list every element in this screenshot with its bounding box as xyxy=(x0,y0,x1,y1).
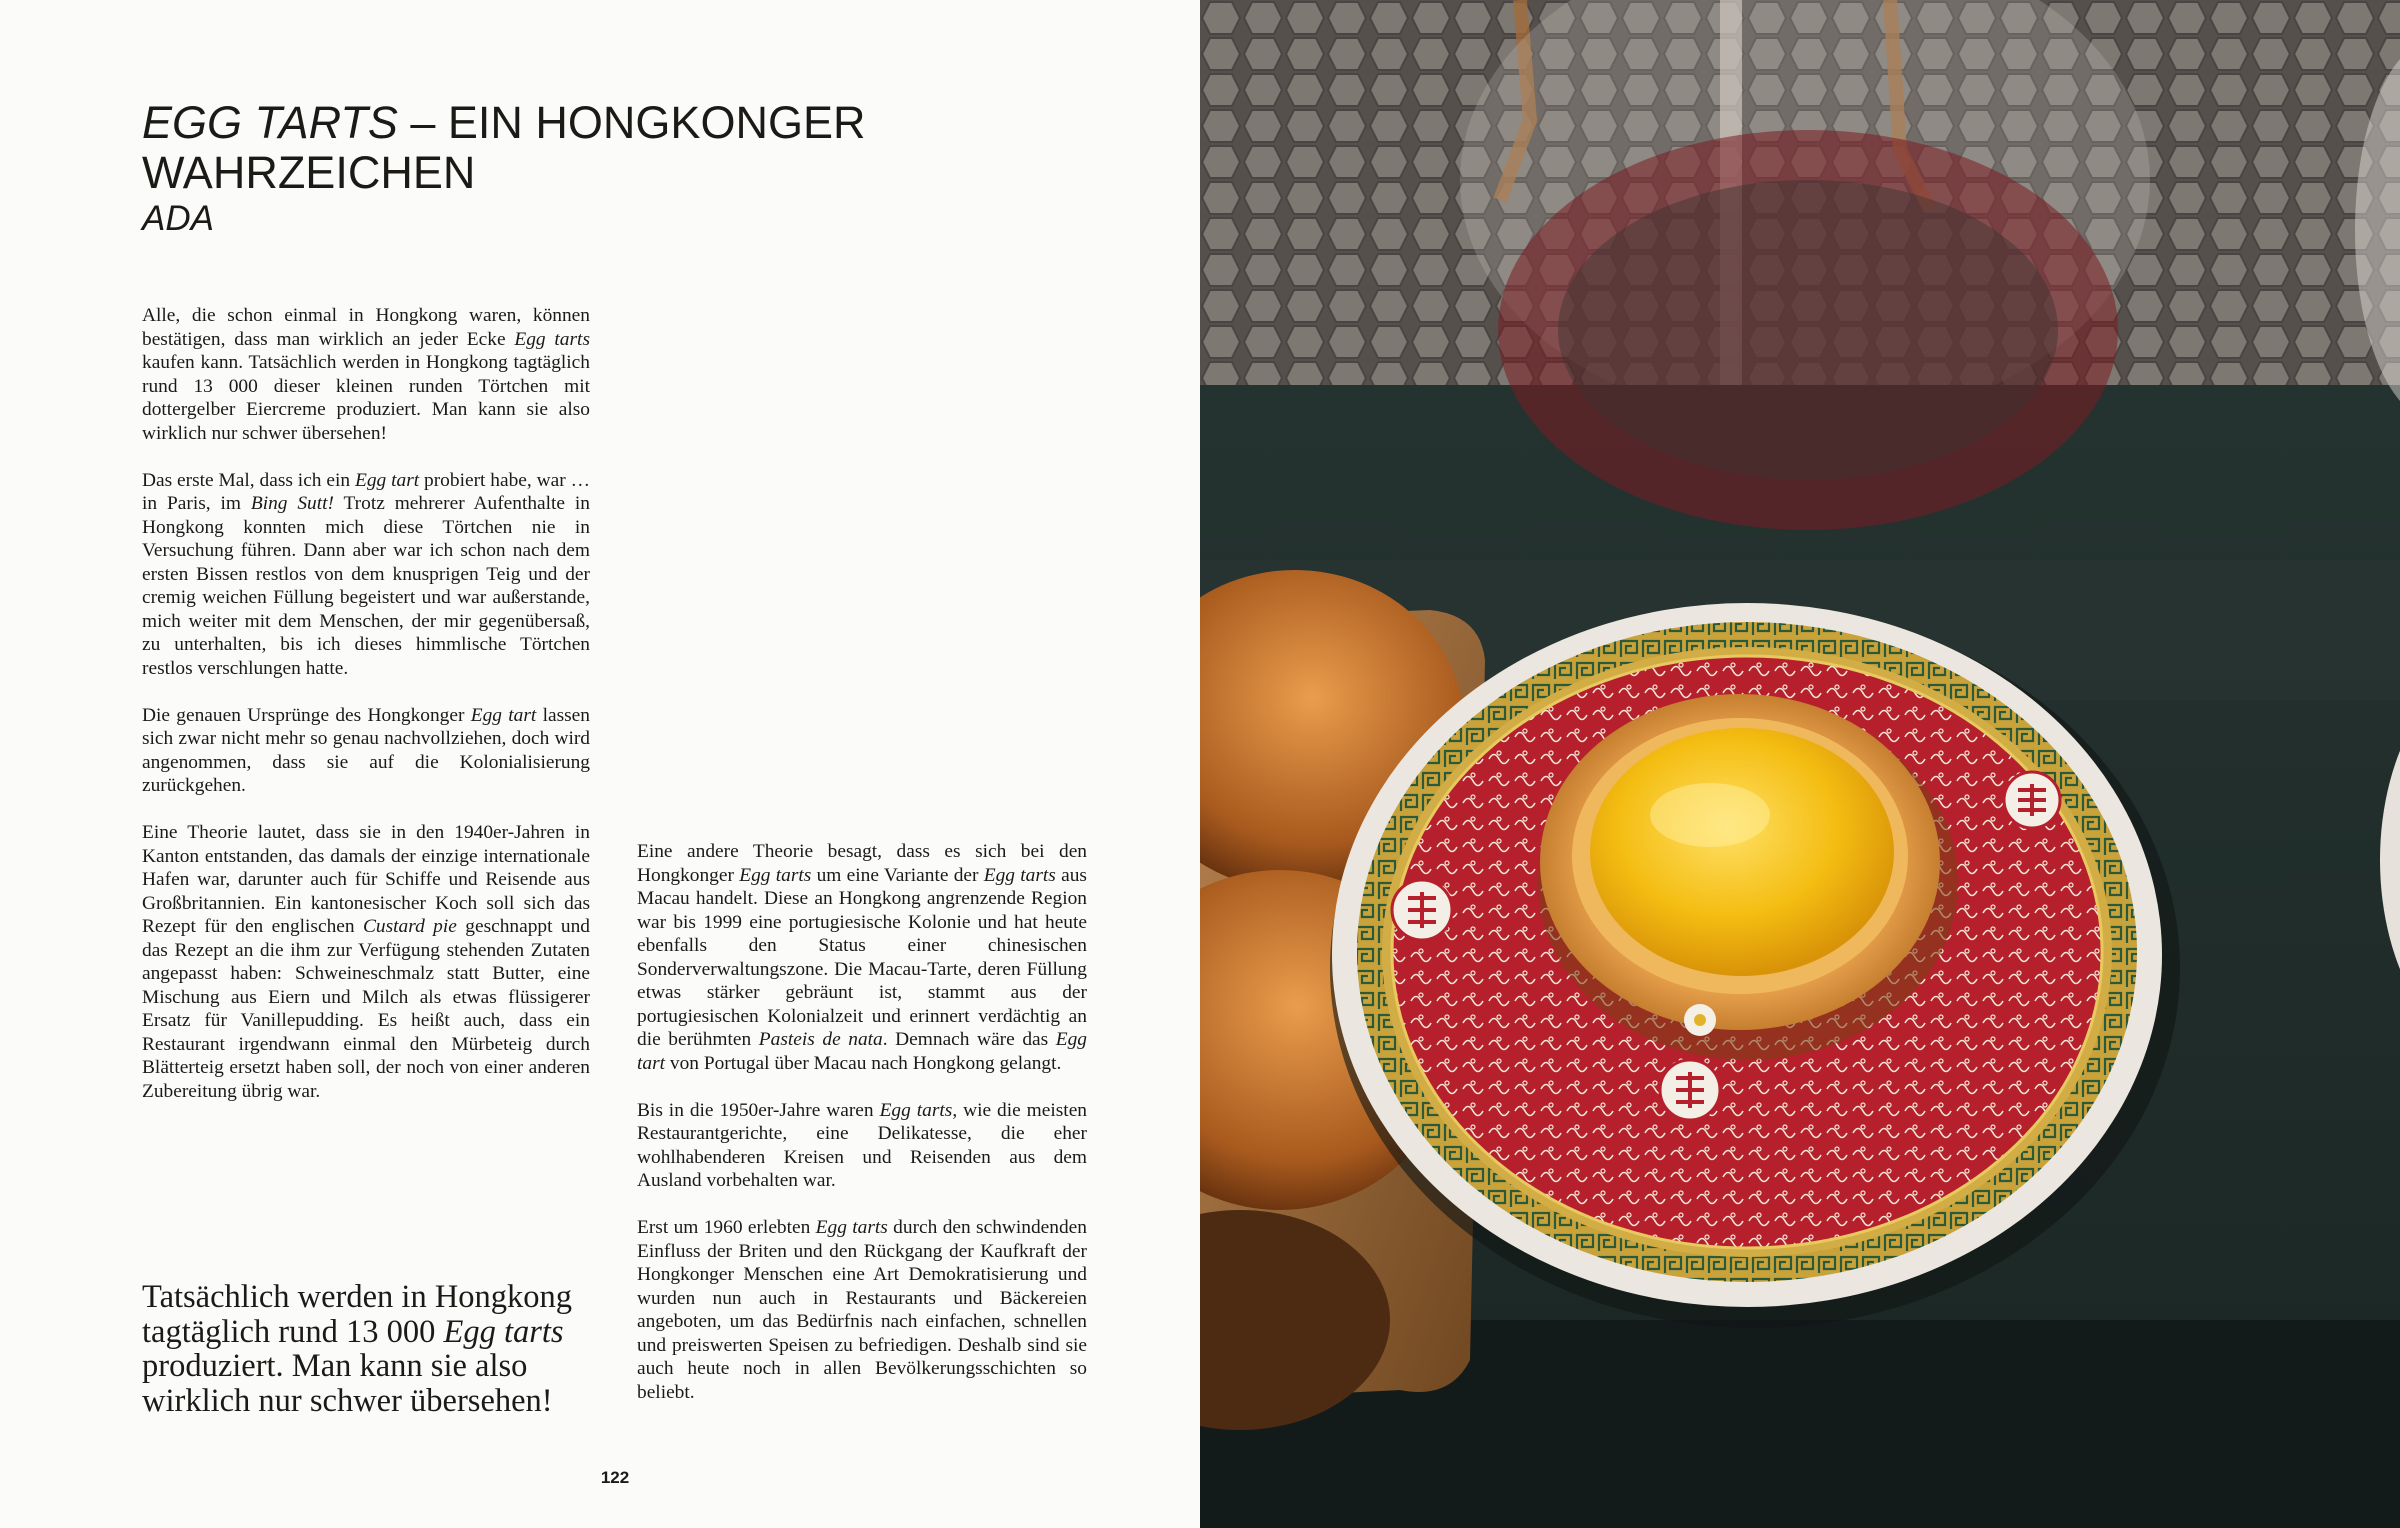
paragraph: Eine andere Theorie besagt, dass es sich bei den Hongkonger Egg tarts um eine Variante der Egg tarts aus Macau handelt. Diese an Hongkong angrenzende Region war bis 1999 eine portugiesische Kolonie und hat heute ebenfalls den Status einer chinesischen Sonderverwaltungszone. Die Macau-Tarte, deren Füllung etwas stärker gebräunt ist, stammt aus der portugiesischen Kolonialzeit und erinnert verdächtig an die berühmten Pasteis de nata. Demnach wäre das Egg tart von Portugal über Macau nach Hongkong gelangt. xyxy=(637,841,1088,1074)
author-byline: ADA xyxy=(142,199,214,238)
egg-tart-photo xyxy=(1200,0,2400,1528)
text-column-left xyxy=(142,304,590,1127)
article-title xyxy=(142,98,1042,198)
paragraph: Eine Theorie lautet, dass sie in den 1940er-Jahren in Kanton entstanden, das damals der einzige internationale Hafen war, darunter auch für Schiffe und Reisende aus Großbritannien. Ein kantonesischer Koch soll sich das Rezept für den englischen Custard pie geschnappt und das Rezept an die ihm zur Verfügung stehenden Zutaten angepasst haben: Schweineschmalz statt Butter, eine Mischung aus Eiern und Milch als etwas flüssigerer Ersatz für Vanillepudding. Es heißt auch, dass ein Restaurant irgendwann einmal den Mürbeteig durch Blätterteig ersetzt haben soll, der noch von einer anderen Zubereitung übrig war. xyxy=(142,822,590,1102)
page-number: 122 xyxy=(600,1468,630,1487)
paragraph: Erst um 1960 erlebten Egg tarts durch den schwindenden Einfluss der Briten und den Rückgang der Kaufkraft der Hongkonger Menschen eine Art Demokratisierung und wurden nun auch in Restaurants und Bäckereien angeboten, um das Bedürfnis nach einfachen, schnellen und preiswerten Speisen zu befriedigen. Deshalb sind sie auch heute noch in allen Bevölkerungsschichten so beliebt. xyxy=(637,1217,1087,1403)
egg-tart-photo-icon xyxy=(1200,0,2400,1528)
paragraph: Alle, die schon einmal in Hongkong waren, können bestätigen, dass man wirklich an jeder Ecke Egg tarts kaufen kann. Tatsächlich werden in Hongkong tagtäglich rund 13 000 dieser kleinen runden Törtchen mit dottergelber Eiercreme produziert. Man kann sie also wirklich nur schwer übersehen! xyxy=(142,305,590,444)
paragraph: Die genauen Ursprünge des Hongkonger Egg tart lassen sich zwar nicht mehr so genau nachvollziehen, doch wird angenommen, dass sie auf die Kolonialisierung zurückgehen. xyxy=(142,704,590,796)
paragraph: Das erste Mal, dass ich ein Egg tart probiert habe, war … in Paris, im Bing Sutt! Trotz mehrerer Aufenthalte in Hongkong konnten mich diese Törtchen nie in Versuchung führen. Dann aber war ich schon nach dem ersten Bissen restlos von dem knusprigen Teig und der cremig weichen Füllung begeistert und war außerstande, mich weiter mit dem Menschen, der mir gegenübersaß, zu unterhalten, bis ich dieses himmlische Törtchen restlos verschlungen hatte. xyxy=(142,469,591,679)
title-italic-part: EGG TARTS xyxy=(142,97,398,148)
text-column-right xyxy=(637,840,1087,1428)
pull-quote: Tatsächlich werden in Hongkong tagtäglich rund 13 000 Egg tarts produziert. Man kann sie also wirklich nur schwer übersehen! xyxy=(142,1279,573,1419)
paragraph: Bis in die 1950er-Jahre waren Egg tarts, wie die meisten Restaurantgerichte, eine Delikatesse, die eher wohlhabenderen Kreisen und Reisenden aus dem Ausland vorbehalten war. xyxy=(637,1099,1087,1191)
title-rest: – EIN HONGKONGER WAHRZEICHEN xyxy=(142,97,866,198)
